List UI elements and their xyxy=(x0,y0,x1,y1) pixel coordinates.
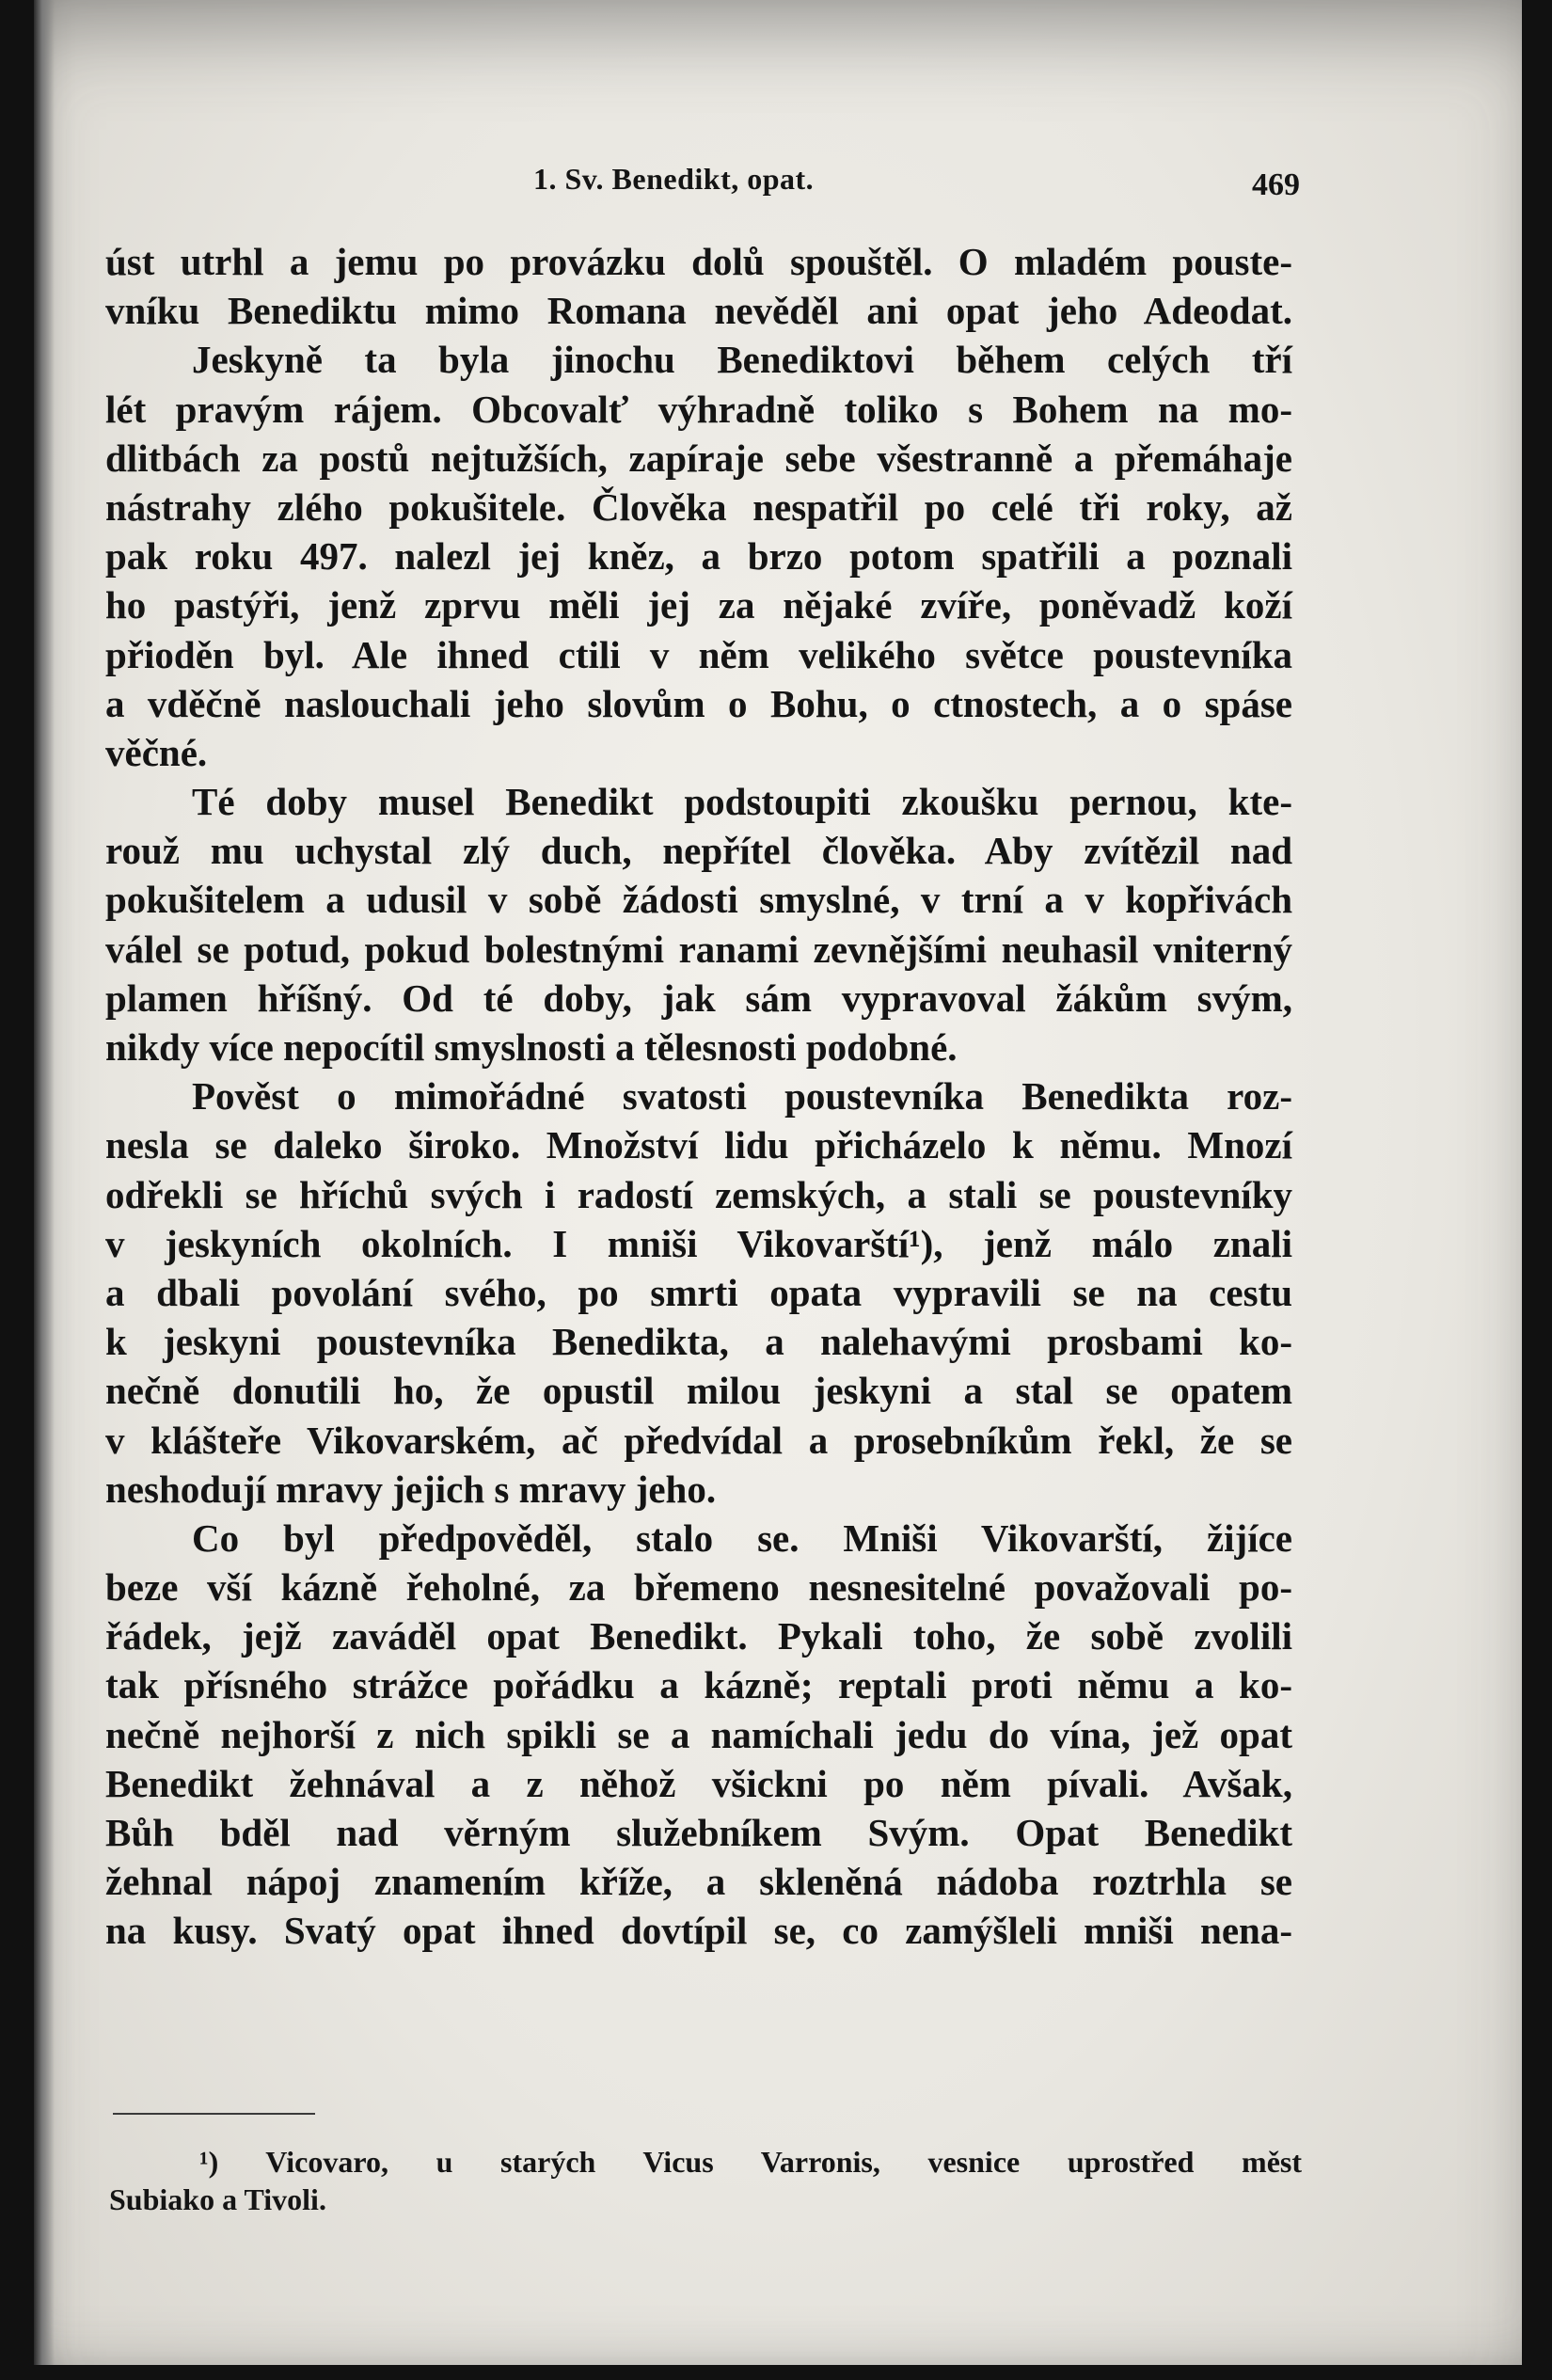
text-line: přioděn byl. Ale ihned ctili v něm velikého světce poustevníka xyxy=(105,632,1292,676)
text-line: beze vší kázně řeholné, za břemeno nesnesitelné považovali po- xyxy=(105,1565,1292,1610)
text-line: ho pastýři, jenž zprvu měli jej za nějaké zvíře, poněvadž koží xyxy=(105,583,1292,627)
text-line: lét pravým rájem. Obcovalť výhradně toliko s Bohem na mo- xyxy=(105,387,1292,431)
text-line: nečně donutili ho, že opustil milou jeskyni a stal se opatem xyxy=(105,1369,1292,1413)
text-line: pak roku 497. nalezl jej kněz, a brzo potom spatřili a poznali xyxy=(105,534,1292,579)
text-line: věčné. xyxy=(105,730,208,774)
text-line: a vděčně naslouchali jeho slovům o Bohu, o ctnostech, a o spáse xyxy=(105,681,1292,725)
text-line: plamen hříšný. Od té doby, jak sám vypravoval žákům svým, xyxy=(105,976,1292,1020)
text-line: Benedikt žehnával a z něhož všickni po něm pívali. Avšak, xyxy=(105,1761,1292,1805)
text-line: nástrahy zlého pokušitele. Člověka nespatřil po celé tři roky, až xyxy=(105,484,1292,529)
text-line: žehnal nápoj znamením kříže, a skleněná nádoba roztrhla se xyxy=(105,1860,1292,1904)
text-line: v jeskyních okolních. I mniši Vikovarští¹), jenž málo znali xyxy=(105,1221,1292,1265)
text-line: Té doby musel Benedikt podstoupiti zkoušku pernou, kte- xyxy=(192,780,1292,824)
text-line: vníku Benediktu mimo Romana nevěděl ani opat jeho Adeodat. xyxy=(105,289,1292,333)
text-line: pokušitelem a udusil v sobě žádosti smyslné, v trní a v kopřivách xyxy=(105,878,1292,922)
text-line: na kusy. Svatý opat ihned dovtípil se, co zamýšleli mniši nena- xyxy=(105,1909,1292,1953)
footnote-divider xyxy=(113,2113,315,2115)
text-line: tak přísného strážce pořádku a kázně; reptali proti němu a ko- xyxy=(105,1663,1292,1707)
text-line: nesla se daleko široko. Množství lidu přicházelo k němu. Mnozí xyxy=(105,1123,1292,1167)
text-line: nečně nejhorší z nich spikli se a namíchali jedu do vína, jež opat xyxy=(105,1712,1292,1756)
text-line: rouž mu uchystal zlý duch, nepřítel člověka. Aby zvítězil nad xyxy=(105,829,1292,873)
text-line: odřekli se hříchů svých i radostí zemských, a stali se poustevníky xyxy=(105,1172,1292,1216)
text-line: Bůh bděl nad věrným služebníkem Svým. Opat Benedikt xyxy=(105,1811,1292,1854)
page-binding-shadow xyxy=(34,0,55,2365)
running-header xyxy=(105,162,1300,202)
body-text xyxy=(105,237,1292,1956)
footnote-line: ¹) Vicovaro, u starých Vicus Varronis, vesnice uprostřed měst xyxy=(199,2145,1302,2179)
footnote xyxy=(109,2143,1302,2218)
text-line: řádek, jejž zaváděl opat Benedikt. Pykali toho, že sobě zvolili xyxy=(105,1614,1292,1658)
text-line: Co byl předpověděl, stalo se. Mniši Vikovarští, žijíce xyxy=(192,1515,1292,1560)
text-line: a dbali povolání svého, po smrti opata vypravili se na cestu xyxy=(105,1270,1292,1314)
text-line: k jeskyni poustevníka Benedikta, a nalehavými prosbami ko- xyxy=(105,1320,1292,1364)
text-line: neshodují mravy jejich s mravy jeho. xyxy=(105,1467,717,1511)
text-line: úst utrhl a jemu po provázku dolů spouštěl. O mladém pouste- xyxy=(105,240,1292,283)
text-line: v klášteře Vikovarském, ač předvídal a prosebníkům řekl, že se xyxy=(105,1418,1292,1462)
text-line: Jeskyně ta byla jinochu Benediktovi během celých tří xyxy=(192,338,1292,382)
text-line: Pověst o mimořádné svatosti poustevníka Benedikta roz- xyxy=(192,1074,1292,1119)
text-line: nikdy více nepocítil smyslnosti a tělesnosti podobné. xyxy=(105,1025,958,1069)
text-line: dlitbách za postů nejtužších, zapíraje sebe všestranně a přemáhaje xyxy=(105,436,1292,480)
footnote-line: Subiako a Tivoli. xyxy=(109,2182,326,2216)
running-title: 1. Sv. Benedikt, opat. xyxy=(533,162,815,196)
page-number: 469 xyxy=(1252,167,1300,202)
text-line: válel se potud, pokud bolestnými ranami zevnějšími neuhasil vniterný xyxy=(105,927,1292,971)
